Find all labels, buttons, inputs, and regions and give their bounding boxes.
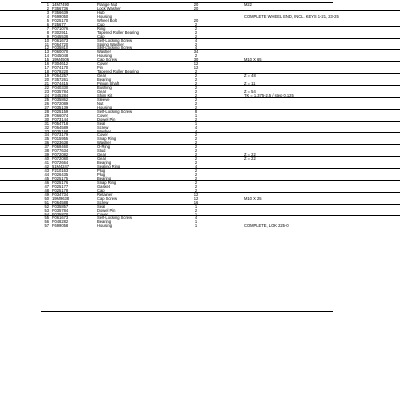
part-description: Self-Locking Screw — [97, 215, 133, 221]
part-number: F25677 — [52, 21, 66, 27]
part-number: F054718 — [52, 120, 69, 126]
quantity: 2 — [194, 175, 198, 181]
item-number: 11 — [44, 41, 49, 47]
part-number: F356736 — [52, 5, 69, 11]
part-description: Gear — [97, 156, 107, 162]
part-description: Snap Ring — [97, 179, 117, 185]
part-number: F035862 — [52, 96, 69, 102]
item-number: 13 — [44, 49, 49, 55]
part-number: F079220 — [52, 69, 69, 75]
quantity: 2 — [194, 183, 198, 189]
quantity: 2 — [194, 73, 198, 79]
part-description: Gasket — [97, 183, 110, 189]
part-description: O-Ring — [97, 144, 110, 150]
quantity: 20 — [193, 17, 199, 23]
quantity: 2 — [194, 116, 198, 122]
item-number: 26 — [44, 100, 49, 106]
item-number: 53 — [44, 207, 49, 213]
quantity: 2 — [194, 81, 198, 87]
part-number: F015955 — [52, 136, 69, 142]
item-number: 46 — [44, 179, 49, 185]
part-description: Sealing Ring — [97, 164, 121, 170]
part-number: F025170 — [52, 17, 69, 23]
part-number: F069460 — [52, 144, 69, 150]
item-number: 25 — [44, 96, 49, 102]
part-number: F064257 — [52, 73, 69, 79]
part-description: Seal — [97, 203, 106, 209]
remarks: TK = 1.375-2.5 / step 0.125 — [244, 92, 294, 98]
quantity: 2 — [194, 132, 198, 138]
quantity: 12 — [193, 191, 199, 197]
part-number: F073144 — [52, 116, 69, 122]
item-number: 14 — [44, 53, 49, 59]
table-bottom-rule — [41, 311, 333, 312]
quantity: 2 — [194, 92, 198, 98]
quantity: 1 — [194, 211, 198, 217]
part-description: Dowel Pin — [97, 207, 116, 213]
part-description: Shim Kit — [97, 92, 113, 98]
item-number: 9 — [46, 33, 49, 39]
part-description: Cap Screw — [97, 195, 118, 201]
part-description: Cover — [97, 132, 108, 138]
remarks: Z = 11 — [244, 81, 256, 87]
part-number: F064720 — [52, 41, 69, 47]
quantity: 1 — [194, 120, 198, 126]
quantity: 2 — [194, 25, 198, 31]
item-number: 22 — [44, 85, 49, 91]
quantity: 34 — [193, 49, 199, 55]
item-number: 45 — [44, 175, 49, 181]
part-description: Cup — [97, 21, 105, 27]
part-number: F072664 — [52, 160, 69, 166]
part-description: Washer — [97, 49, 111, 55]
item-number: 42 — [44, 164, 49, 170]
item-number: 39 — [44, 152, 49, 158]
part-number: 19M4506 — [52, 57, 70, 63]
quantity: 2 — [194, 21, 198, 27]
item-number: 5 — [46, 17, 49, 23]
parts-table — [0, 3, 400, 228]
part-description: Housing — [97, 53, 113, 59]
quantity: 2 — [194, 77, 198, 83]
item-number: 1 — [46, 2, 49, 7]
part-number: F035168 — [52, 128, 69, 134]
part-description: Housing — [97, 104, 113, 110]
part-number: F060070 — [52, 49, 69, 55]
part-description: Pin — [97, 65, 103, 71]
item-number: 15 — [44, 57, 49, 63]
part-number: F025178 — [52, 187, 69, 193]
quantity: 2 — [194, 88, 198, 94]
quantity: 2 — [194, 29, 198, 35]
item-number: 32 — [44, 124, 49, 130]
remarks: COMPLETE WHEEL END, INCL. KEYS 1-21, 23-25 — [244, 13, 339, 19]
part-number: F074415 — [52, 81, 69, 87]
item-number: 29 — [44, 112, 49, 118]
item-number: 3 — [46, 9, 49, 15]
item-number: 51 — [44, 199, 49, 205]
part-description: Gear — [97, 73, 107, 79]
part-number: F023638 — [52, 140, 69, 146]
part-description: Spring Washer — [97, 41, 124, 47]
quantity: 2 — [194, 152, 198, 158]
remarks: M10 X 65 — [244, 57, 262, 63]
part-description: Bearing — [97, 175, 112, 181]
quantity: 2 — [194, 207, 198, 213]
quantity: 2 — [194, 168, 198, 174]
part-description: Tapered Roller Bearing — [97, 29, 139, 35]
part-number: F026435 — [52, 171, 69, 177]
part-number: F035784 — [52, 207, 69, 213]
part-description: Dowel Pin — [97, 116, 116, 122]
item-number: 48 — [44, 187, 49, 193]
item-number: 19 — [44, 73, 49, 79]
part-number: F345284 — [52, 92, 69, 98]
item-number: 27 — [44, 104, 49, 110]
part-number: 19M9638 — [52, 195, 70, 201]
part-number: F304612 — [52, 61, 69, 67]
part-number: F045538 — [52, 33, 69, 39]
quantity: 2 — [194, 140, 198, 146]
part-description: Self-Locking Screw — [97, 108, 133, 114]
quantity: 2 — [194, 41, 198, 47]
item-number: 6 — [46, 21, 49, 27]
part-description: Gear — [97, 88, 107, 94]
quantity: 4 — [194, 45, 198, 51]
quantity: 1 — [194, 219, 198, 225]
part-description: Plug — [97, 171, 106, 177]
part-description: Nut — [97, 100, 104, 106]
quantity: 2 — [194, 69, 198, 75]
item-number: 50 — [44, 195, 49, 201]
part-number: F071076 — [52, 25, 69, 31]
part-description: Washer — [97, 128, 111, 134]
item-number: 43 — [44, 168, 49, 174]
part-number: F035857 — [52, 203, 69, 209]
part-number: F699058 — [52, 223, 69, 229]
item-number: 17 — [44, 65, 49, 71]
quantity: 20 — [193, 5, 199, 11]
item-number: 40 — [44, 156, 49, 162]
item-number: 55 — [44, 215, 49, 221]
quantity: 2 — [194, 148, 198, 154]
part-description: Bearing — [97, 77, 112, 83]
quantity: 12 — [193, 65, 199, 71]
remarks: M10 X 25 — [244, 195, 262, 201]
part-description: Sleeve — [97, 96, 110, 102]
quantity: 2 — [194, 100, 198, 106]
item-number: 23 — [44, 88, 49, 94]
item-number: 12 — [44, 45, 49, 51]
part-number: 14M7490 — [52, 2, 70, 7]
quantity: 2 — [194, 136, 198, 142]
remarks: M22 — [244, 2, 252, 7]
quantity: 2 — [194, 171, 198, 177]
quantity: 2 — [194, 160, 198, 166]
part-number: F061673 — [52, 215, 69, 221]
part-description: Screw — [97, 124, 109, 130]
item-number: 56 — [44, 219, 49, 225]
item-number: 20 — [44, 77, 49, 83]
item-number: 2 — [46, 5, 49, 11]
quantity: 12 — [193, 61, 199, 67]
item-number: 10 — [44, 37, 49, 43]
table-row — [0, 224, 400, 228]
quantity: 12 — [193, 195, 199, 201]
quantity: 2 — [194, 144, 198, 150]
remarks: Z = 22 — [244, 156, 256, 162]
quantity: 4 — [194, 128, 198, 134]
part-description: Ring — [97, 25, 106, 31]
part-number: F074170 — [52, 65, 69, 71]
part-number: F077634 — [52, 148, 69, 154]
part-description: Plug — [97, 168, 106, 174]
quantity: 4 — [194, 215, 198, 221]
item-number: 28 — [44, 108, 49, 114]
part-description: Cover — [97, 112, 108, 118]
part-number: F064588 — [52, 199, 69, 205]
item-number: 33 — [44, 128, 49, 134]
part-description: Screw — [97, 199, 109, 205]
part-description: Tapered Roller Bearing — [97, 69, 139, 75]
part-number: 51M4247 — [52, 164, 70, 170]
part-description: Bearing — [97, 160, 112, 166]
item-number: 16 — [44, 61, 49, 67]
part-number: F035810 — [52, 45, 69, 51]
quantity: 20 — [193, 2, 199, 7]
item-number: 36 — [44, 140, 49, 146]
part-number: F061673 — [52, 37, 69, 43]
quantity: 2 — [194, 156, 198, 162]
item-number: 38 — [44, 148, 49, 154]
part-description: Cover — [97, 61, 108, 67]
part-description: Washer — [97, 140, 111, 146]
part-number: F035139 — [52, 104, 69, 110]
item-number: 24 — [44, 92, 49, 98]
quantity: 4 — [194, 37, 198, 43]
part-number: F357261 — [52, 77, 69, 83]
part-number: F072089 — [52, 100, 69, 106]
part-number: F025177 — [52, 183, 69, 189]
part-number: F302911 — [52, 29, 68, 35]
item-number: 57 — [44, 223, 49, 229]
item-number: 4 — [46, 13, 49, 19]
quantity: 1 — [194, 223, 198, 229]
quantity: 2 — [194, 53, 198, 59]
part-number: F035784 — [52, 88, 69, 94]
part-description: Bearing — [97, 219, 112, 225]
remarks: Z = 48 — [244, 73, 256, 79]
part-description: Gear — [97, 152, 107, 158]
item-number: 35 — [44, 136, 49, 142]
item-number: 7 — [46, 25, 49, 31]
part-description: Cap — [97, 187, 105, 193]
item-number: 41 — [44, 160, 49, 166]
part-description: Hub — [97, 9, 105, 15]
part-description: Snap Ring — [97, 136, 117, 142]
part-description: Self-Locking Screw — [97, 45, 133, 51]
part-description: Housing — [97, 223, 113, 229]
part-number: F048282 — [52, 219, 69, 225]
item-number: 44 — [44, 171, 49, 177]
quantity: 4 — [194, 164, 198, 170]
part-number: F025175 — [52, 175, 69, 181]
item-number: 8 — [46, 29, 49, 35]
part-number: F066074 — [52, 112, 69, 118]
part-number: F045048 — [52, 53, 69, 59]
item-number: 37 — [44, 144, 49, 150]
part-description: Flange Nut — [97, 2, 118, 7]
part-description: Wheel Bolt — [97, 17, 117, 23]
quantity: 30 — [193, 57, 199, 63]
remarks: Z = 54 — [244, 88, 256, 94]
part-number: F034734 — [52, 191, 69, 197]
quantity: 8 — [194, 108, 198, 114]
quantity: 16 — [193, 199, 199, 205]
item-number: 47 — [44, 183, 49, 189]
part-description: Stud — [97, 148, 106, 154]
part-number: F072080 — [52, 156, 69, 162]
part-description: Bushing — [97, 85, 112, 91]
part-number: F025159 — [52, 108, 69, 114]
item-number: 54 — [44, 211, 49, 217]
part-description: Housing — [97, 13, 113, 19]
part-description: Cap — [97, 33, 105, 39]
remarks: Z = 22 — [244, 152, 256, 158]
item-number: 21 — [44, 81, 49, 87]
quantity: 2 — [194, 104, 198, 110]
remarks: COMPLETE, LOK 225-0 — [244, 223, 289, 229]
quantity: 2 — [194, 96, 198, 102]
item-number: 49 — [44, 191, 49, 197]
part-number: F699050 — [52, 13, 69, 19]
quantity: 4 — [194, 124, 198, 130]
part-number: F040330 — [52, 85, 69, 91]
quantity: 1 — [194, 112, 198, 118]
quantity: 2 — [194, 179, 198, 185]
part-number: F025176 — [52, 179, 69, 185]
part-description: Self-Locking Screw — [97, 37, 133, 43]
part-number: F356639 — [52, 9, 69, 15]
item-number: 52 — [44, 203, 49, 209]
part-description: Retainer — [97, 191, 113, 197]
part-description: Cover — [97, 211, 108, 217]
part-number: F210163 — [52, 168, 69, 174]
part-number: F072082 — [52, 152, 69, 158]
item-number: 18 — [44, 69, 49, 75]
quantity: 1 — [194, 203, 198, 209]
part-number: F073179 — [52, 132, 69, 138]
part-description: Lock Washer — [97, 5, 121, 11]
part-description: Cap Screw — [97, 57, 118, 63]
item-number: 30 — [44, 116, 49, 122]
part-number: F035870 — [52, 211, 69, 217]
item-number: 34 — [44, 132, 49, 138]
part-number: F064589 — [52, 124, 69, 130]
quantity: 2 — [194, 85, 198, 91]
item-number: 31 — [44, 120, 49, 126]
quantity: 2 — [194, 33, 198, 39]
quantity: 2 — [194, 187, 198, 193]
part-description: Pinion Shaft — [97, 81, 120, 87]
part-description: Seal — [97, 120, 106, 126]
